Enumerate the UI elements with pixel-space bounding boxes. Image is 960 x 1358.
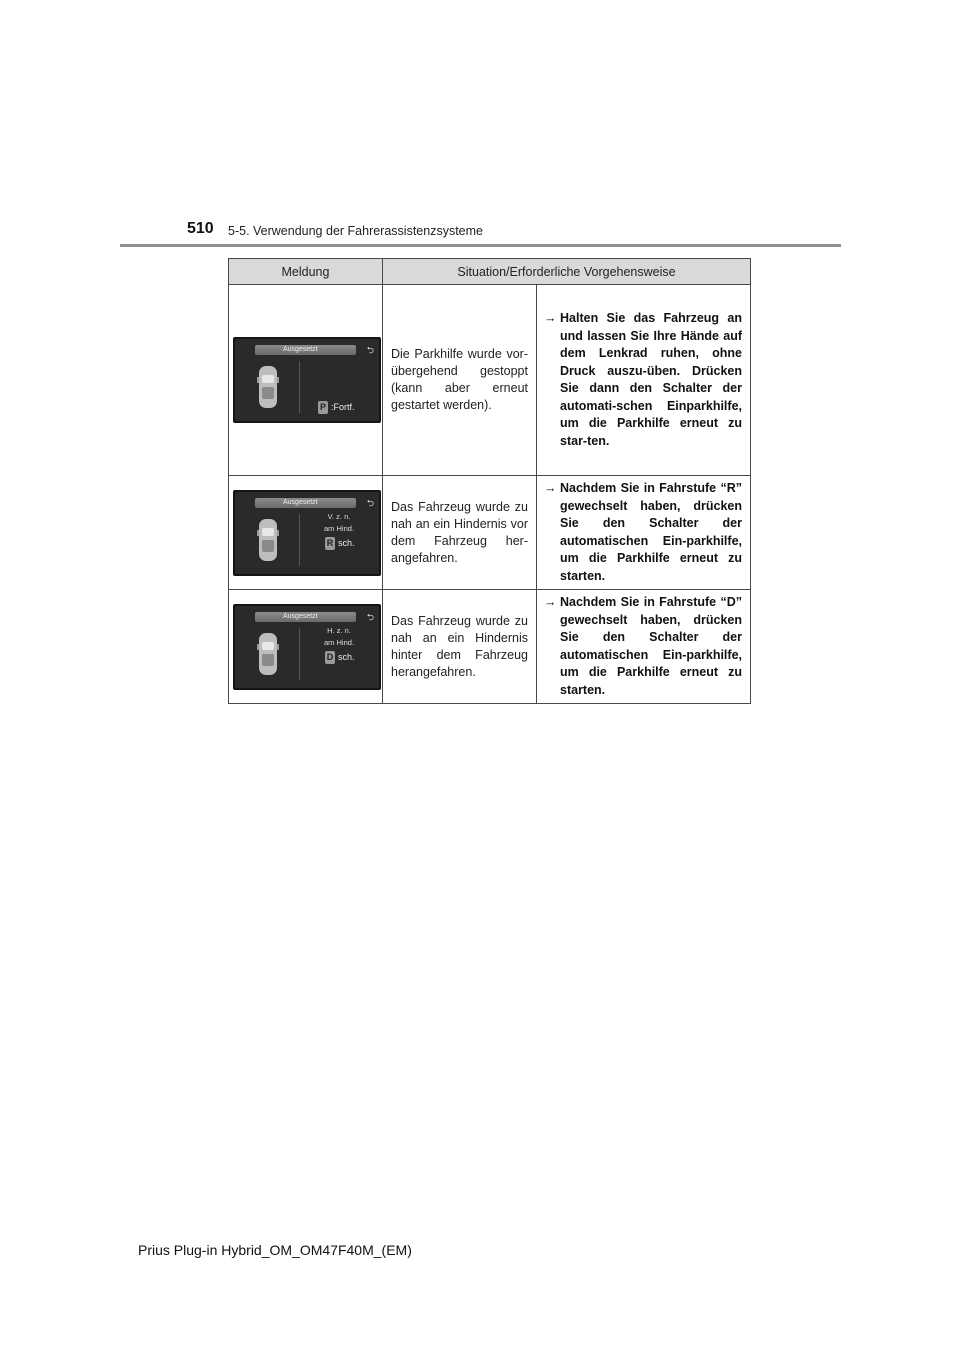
screen-divider [299, 628, 300, 680]
situation-cell: Die Parkhilfe wurde vor-übergehend gestoppt (kann aber erneut gestartet werden). [383, 285, 537, 476]
shift-r-icon: R [326, 537, 334, 548]
header-rule [120, 244, 841, 247]
message-table [228, 258, 751, 704]
footer-document-id: Prius Plug-in Hybrid_OM_OM47F40M_(EM) [138, 1242, 412, 1258]
table-header-row [229, 259, 751, 285]
shift-d-icon: D [326, 651, 334, 662]
section-title: 5-5. Verwendung der Fahrerassistenzsysteme [228, 224, 483, 238]
message-cell [229, 476, 383, 590]
action-cell [537, 590, 751, 704]
screen-line: am Hind. [323, 637, 354, 647]
message-cell [229, 285, 383, 476]
screen-hint: sch. [338, 537, 355, 548]
screen-line: V. z. n. [327, 511, 351, 521]
situation-cell: Das Fahrzeug wurde zu nah an ein Hindernis vor dem Fahrzeug her-angefahren. [383, 476, 537, 590]
col-header-situation: Situation/Erforderliche Vorgehensweise [383, 259, 751, 285]
table-row [229, 285, 751, 476]
action-cell [537, 476, 751, 590]
action-text: Halten Sie das Fahrzeug an und lassen Sie Ihre Hände auf dem Lenkrad ruhen, ohne Druck auszu-üben. Drücken Sie dann den Schalter der automati-schen Einparkhilfe, um die Parkhilfe erneut zu star-ten. [560, 311, 742, 448]
col-header-message: Meldung [229, 259, 383, 285]
screen-hint: :Fortf. [331, 402, 355, 412]
suspended-bar: Ausgesetzt [255, 345, 356, 355]
car-top-view-icon [257, 365, 279, 409]
message-cell [229, 590, 383, 704]
table-row [229, 590, 751, 704]
screen-divider [299, 514, 300, 566]
back-icon: ⮌ [366, 345, 374, 355]
arrow-icon: → [544, 595, 557, 609]
suspended-bar: Ausgesetzt [255, 498, 356, 508]
action-text: Nachdem Sie in Fahrstufe “D” gewechselt haben, drücken Sie den Schalter der automatischen Ein-parkhilfe, um die Parkhilfe erneut zu starten. [560, 595, 742, 697]
action-cell [537, 285, 751, 476]
arrow-icon: → [544, 311, 557, 325]
car-top-view-icon [257, 632, 279, 676]
table-row [229, 476, 751, 590]
page-number: 510 [187, 220, 214, 237]
action-text: Nachdem Sie in Fahrstufe “R” gewechselt haben, drücken Sie den Schalter der automatischen Ein-parkhilfe, um die Parkhilfe erneut zu starten. [560, 481, 742, 583]
arrow-icon: → [544, 481, 557, 495]
parking-switch-icon: P [319, 402, 326, 412]
screen-divider [299, 361, 300, 413]
display-screen [233, 337, 381, 423]
car-top-view-icon [257, 518, 279, 562]
screen-line: H. z. n. [327, 625, 351, 635]
suspended-bar: Ausgesetzt [255, 612, 356, 622]
display-screen [233, 604, 381, 690]
back-icon: ⮌ [366, 611, 374, 622]
screen-hint: sch. [338, 651, 355, 662]
situation-cell: Das Fahrzeug wurde zu nah an ein Hindernis hinter dem Fahrzeug herangefahren. [383, 590, 537, 704]
screen-line: am Hind. [323, 523, 354, 533]
display-screen [233, 490, 381, 576]
back-icon: ⮌ [366, 497, 374, 508]
